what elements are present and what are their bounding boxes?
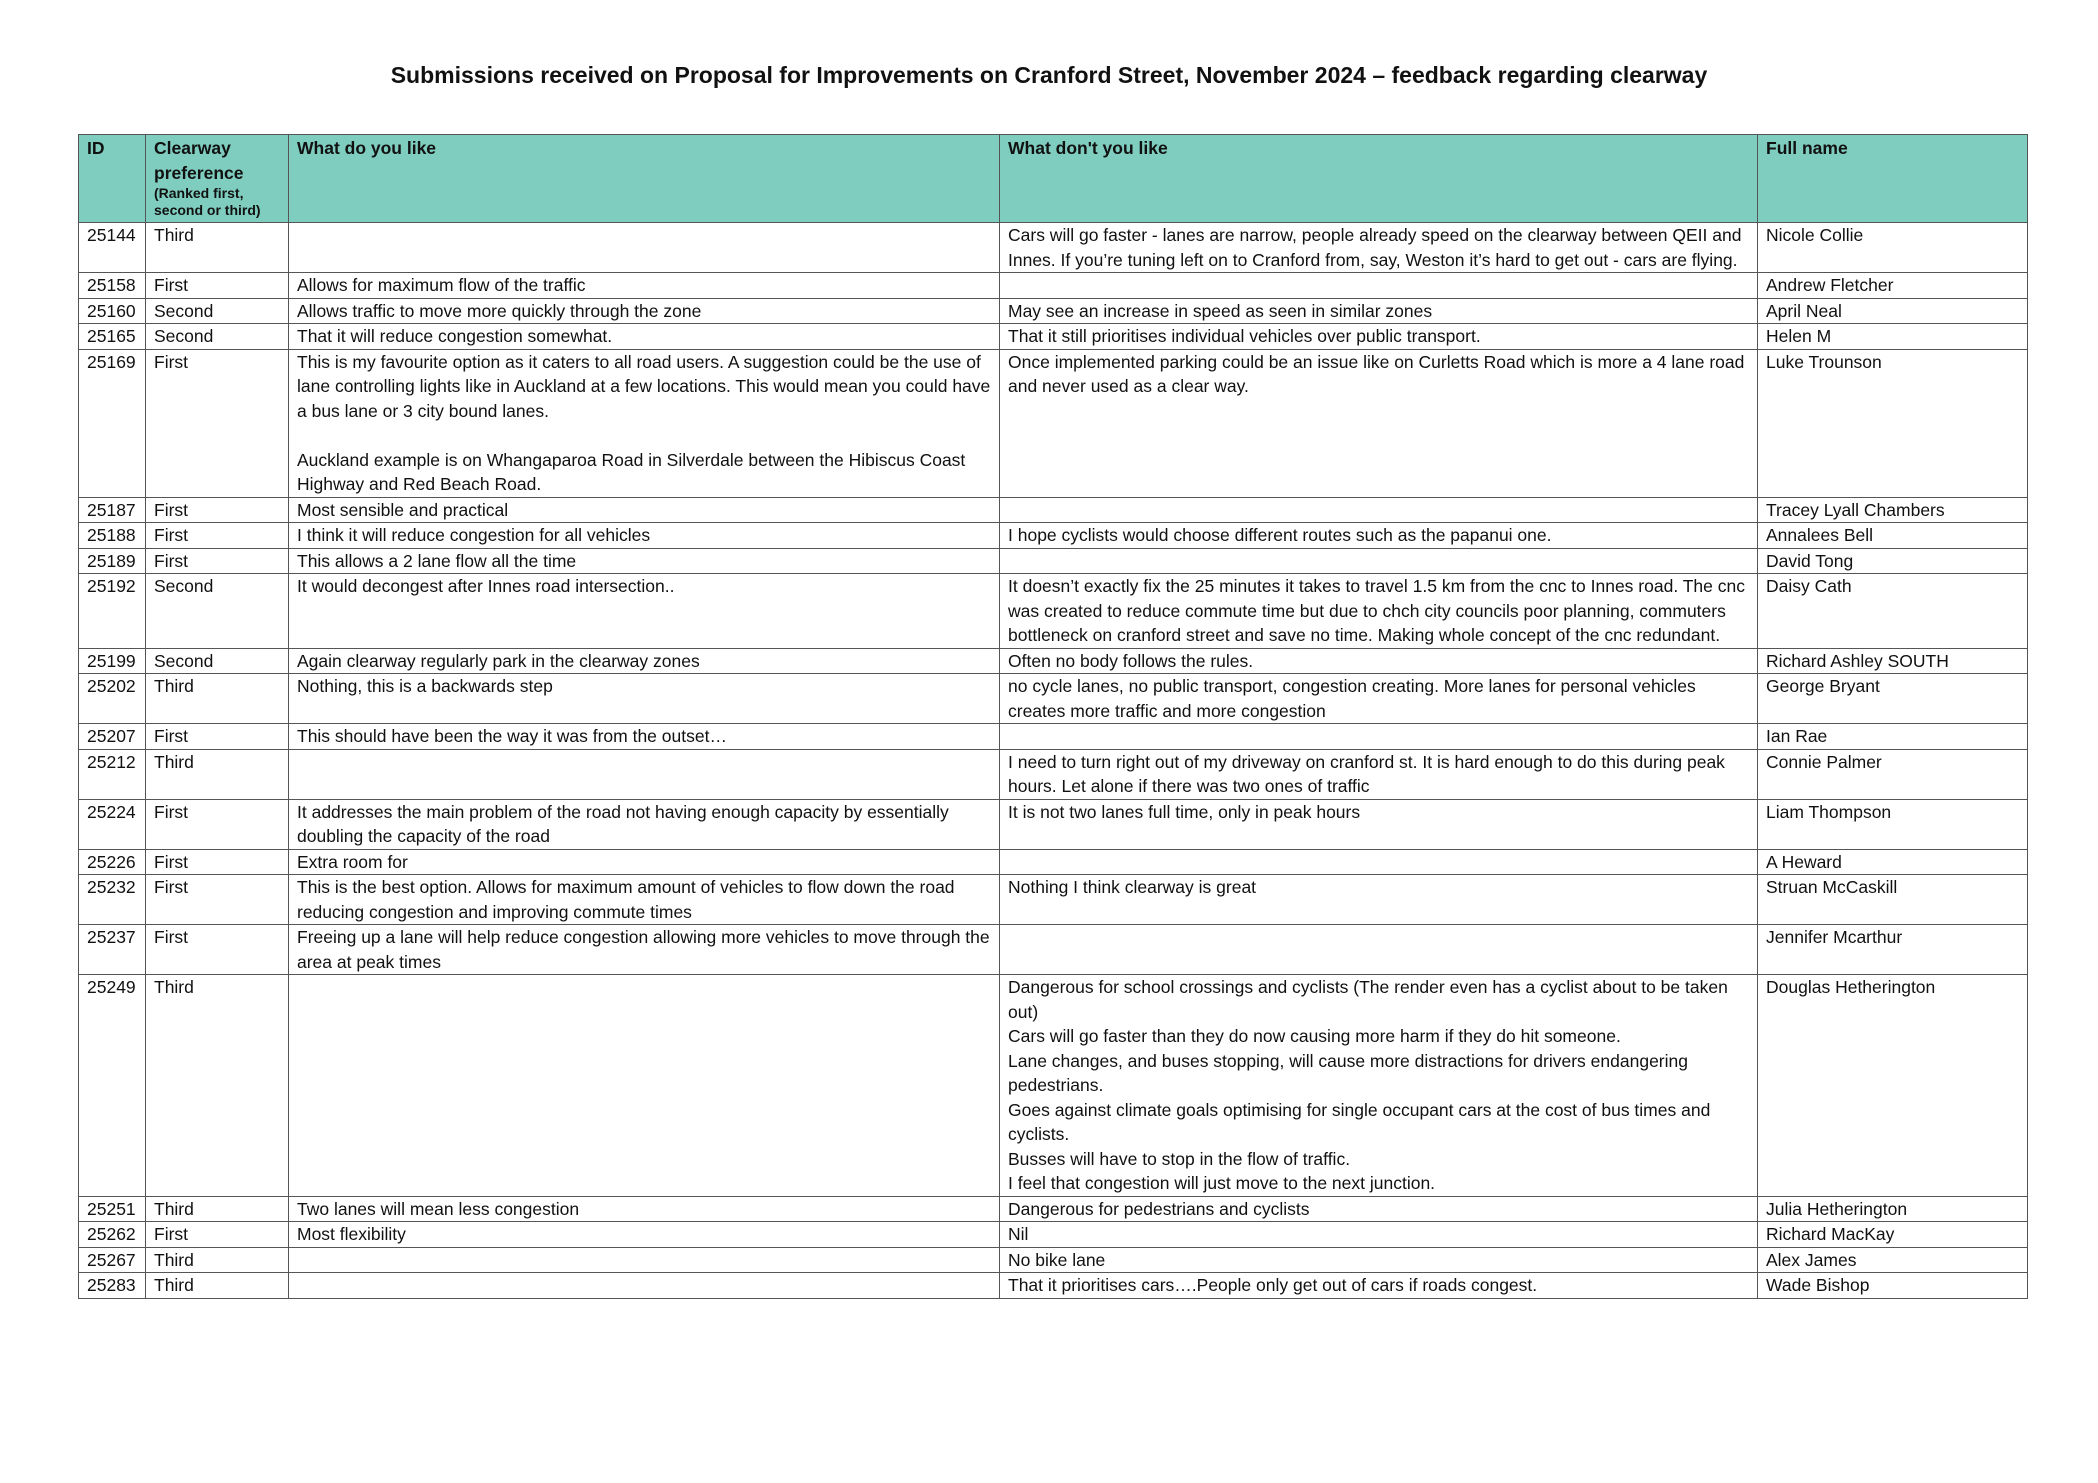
cell-dislike bbox=[1000, 1196, 1758, 1222]
cell-paragraph: Cars will go faster than they do now causing more harm if they do hit someone. bbox=[1008, 1026, 1621, 1046]
table-body bbox=[79, 223, 2028, 1299]
cell-paragraph: Nil bbox=[1008, 1224, 1029, 1244]
cell-preference: Third bbox=[146, 749, 289, 799]
cell-name: Connie Palmer bbox=[1758, 749, 2028, 799]
cell-name: George Bryant bbox=[1758, 674, 2028, 724]
cell-paragraph: It addresses the main problem of the road not having enough capacity by essentially doubling the capacity of the road bbox=[297, 801, 949, 846]
cell-id: 25232 bbox=[79, 875, 146, 925]
cell-id: 25226 bbox=[79, 849, 146, 875]
cell-name: Struan McCaskill bbox=[1758, 875, 2028, 925]
column-header-preference: Clearway preference (Ranked first, second or third) bbox=[146, 135, 289, 223]
column-header-name: Full name bbox=[1758, 135, 2028, 223]
cell-name: Tracey Lyall Chambers bbox=[1758, 497, 2028, 523]
column-header-id: ID bbox=[79, 135, 146, 223]
cell-paragraph: I hope cyclists would choose different routes such as the papanui one. bbox=[1008, 525, 1552, 545]
cell-name: Jennifer Mcarthur bbox=[1758, 925, 2028, 975]
cell-paragraph: Cars will go faster - lanes are narrow, people already speed on the clearway between QEII and Innes. If you’re tuning left on to Cranford from, say, Weston it’s hard to get out - cars are flying. bbox=[1008, 225, 1742, 270]
cell-name: Wade Bishop bbox=[1758, 1273, 2028, 1299]
table-row bbox=[79, 574, 2028, 649]
cell-paragraph: Goes against climate goals optimising for single occupant cars at the cost of bus times and cyclists. bbox=[1008, 1099, 1711, 1144]
cell-dislike bbox=[1000, 574, 1758, 649]
cell-preference: First bbox=[146, 548, 289, 574]
cell-paragraph: Once implemented parking could be an issue like on Curletts Road which is more a 4 lane road and never used as a clear way. bbox=[1008, 351, 1745, 396]
cell-dislike bbox=[1000, 849, 1758, 875]
cell-preference: Second bbox=[146, 298, 289, 324]
cell-dislike bbox=[1000, 497, 1758, 523]
paragraph-gap bbox=[297, 423, 991, 448]
cell-paragraph: Dangerous for school crossings and cyclists (The render even has a cyclist about to be taken out) bbox=[1008, 977, 1728, 1022]
cell-like bbox=[289, 298, 1000, 324]
cell-id: 25207 bbox=[79, 724, 146, 750]
column-header-dislike: What don't you like bbox=[1000, 135, 1758, 223]
cell-like bbox=[289, 497, 1000, 523]
cell-paragraph: Dangerous for pedestrians and cyclists bbox=[1008, 1198, 1310, 1219]
cell-like bbox=[289, 674, 1000, 724]
cell-dislike bbox=[1000, 724, 1758, 750]
cell-dislike bbox=[1000, 925, 1758, 975]
cell-name: Nicole Collie bbox=[1758, 223, 2028, 273]
cell-like bbox=[289, 648, 1000, 674]
table-row bbox=[79, 223, 2028, 273]
cell-id: 25169 bbox=[79, 349, 146, 497]
cell-dislike bbox=[1000, 1222, 1758, 1248]
cell-paragraph: Auckland example is on Whangaparoa Road in Silverdale between the Hibiscus Coast Highway and Red Beach Road. bbox=[297, 449, 966, 494]
table-row bbox=[79, 674, 2028, 724]
cell-preference: First bbox=[146, 1222, 289, 1248]
document-title: Submissions received on Proposal for Improvements on Cranford Street, November 2024 – feedback regarding clearway bbox=[390, 62, 1708, 88]
cell-id: 25187 bbox=[79, 497, 146, 523]
table-row bbox=[79, 648, 2028, 674]
table-row bbox=[79, 1196, 2028, 1222]
cell-dislike bbox=[1000, 1273, 1758, 1299]
cell-dislike bbox=[1000, 548, 1758, 574]
cell-dislike bbox=[1000, 324, 1758, 350]
cell-like bbox=[289, 1222, 1000, 1248]
cell-like bbox=[289, 875, 1000, 925]
cell-id: 25237 bbox=[79, 925, 146, 975]
cell-id: 25192 bbox=[79, 574, 146, 649]
cell-id: 25160 bbox=[79, 298, 146, 324]
cell-preference: Second bbox=[146, 574, 289, 649]
cell-preference: Third bbox=[146, 223, 289, 273]
cell-paragraph: That it will reduce congestion somewhat. bbox=[297, 326, 613, 346]
table-row bbox=[79, 497, 2028, 523]
cell-preference: Second bbox=[146, 648, 289, 674]
cell-preference: First bbox=[146, 925, 289, 975]
cell-dislike bbox=[1000, 349, 1758, 497]
table-row bbox=[79, 548, 2028, 574]
cell-dislike bbox=[1000, 875, 1758, 925]
cell-like bbox=[289, 925, 1000, 975]
cell-paragraph: Nothing I think clearway is great bbox=[1008, 877, 1257, 897]
cell-paragraph: I need to turn right out of my driveway on cranford st. It is hard enough to do this during peak hours. Let alone if there was two ones of traffic bbox=[1008, 751, 1725, 796]
cell-preference: Third bbox=[146, 975, 289, 1197]
cell-name: Annalees Bell bbox=[1758, 523, 2028, 549]
cell-like bbox=[289, 724, 1000, 750]
submissions-table bbox=[78, 134, 2028, 1299]
cell-id: 25212 bbox=[79, 749, 146, 799]
table-row bbox=[79, 799, 2028, 849]
cell-like bbox=[289, 849, 1000, 875]
cell-paragraph: It doesn’t exactly fix the 25 minutes it takes to travel 1.5 km from the cnc to Innes road. The cnc was created to reduce commute time but due to chch city councils poor planning, commuters bottleneck on cranford street and save no time. Making whole concept of the cnc redundant. bbox=[1008, 576, 1745, 645]
cell-preference: Third bbox=[146, 1196, 289, 1222]
cell-id: 25249 bbox=[79, 975, 146, 1197]
cell-name: Julia Hetherington bbox=[1758, 1196, 2028, 1222]
cell-paragraph: Most sensible and practical bbox=[297, 499, 509, 520]
cell-id: 25158 bbox=[79, 273, 146, 299]
cell-id: 25283 bbox=[79, 1273, 146, 1299]
cell-paragraph: Two lanes will mean less congestion bbox=[297, 1198, 580, 1219]
cell-paragraph: Nothing, this is a backwards step bbox=[297, 676, 553, 696]
table-row bbox=[79, 523, 2028, 549]
cell-preference: First bbox=[146, 523, 289, 549]
cell-name: Liam Thompson bbox=[1758, 799, 2028, 849]
cell-paragraph: May see an increase in speed as seen in similar zones bbox=[1008, 300, 1433, 321]
cell-name: Richard MacKay bbox=[1758, 1222, 2028, 1248]
cell-id: 25144 bbox=[79, 223, 146, 273]
column-header-like: What do you like bbox=[289, 135, 1000, 223]
cell-paragraph: Allows traffic to move more quickly through the zone bbox=[297, 300, 702, 321]
cell-paragraph: Freeing up a lane will help reduce congestion allowing more vehicles to move through the area at peak times bbox=[297, 927, 990, 972]
cell-id: 25188 bbox=[79, 523, 146, 549]
cell-preference: Third bbox=[146, 1273, 289, 1299]
cell-dislike bbox=[1000, 298, 1758, 324]
cell-name: A Heward bbox=[1758, 849, 2028, 875]
cell-name: Douglas Hetherington bbox=[1758, 975, 2028, 1197]
cell-dislike bbox=[1000, 223, 1758, 273]
cell-dislike bbox=[1000, 273, 1758, 299]
cell-paragraph: It is not two lanes full time, only in peak hours bbox=[1008, 801, 1361, 822]
cell-paragraph: Again clearway regularly park in the clearway zones bbox=[297, 650, 700, 671]
table-row bbox=[79, 1247, 2028, 1273]
cell-preference: First bbox=[146, 349, 289, 497]
table-row bbox=[79, 925, 2028, 975]
cell-name: Daisy Cath bbox=[1758, 574, 2028, 649]
cell-like bbox=[289, 1273, 1000, 1299]
cell-dislike bbox=[1000, 1247, 1758, 1273]
cell-name: Richard Ashley SOUTH bbox=[1758, 648, 2028, 674]
cell-like bbox=[289, 799, 1000, 849]
cell-paragraph: Allows for maximum flow of the traffic bbox=[297, 275, 586, 295]
cell-paragraph: This is the best option. Allows for maximum amount of vehicles to flow down the road reducing congestion and improving commute times bbox=[297, 877, 955, 922]
cell-id: 25224 bbox=[79, 799, 146, 849]
cell-preference: First bbox=[146, 799, 289, 849]
cell-id: 25251 bbox=[79, 1196, 146, 1222]
cell-paragraph: This is my favourite option as it caters to all road users. A suggestion could be the use of lane controlling lights like in Auckland at a few locations. This would mean you could have a bus lane or 3 city bound lanes. bbox=[297, 351, 991, 421]
cell-like bbox=[289, 223, 1000, 273]
table-row bbox=[79, 324, 2028, 350]
cell-paragraph: This allows a 2 lane flow all the time bbox=[297, 550, 577, 571]
cell-name: Andrew Fletcher bbox=[1758, 273, 2028, 299]
cell-like bbox=[289, 975, 1000, 1197]
cell-name: April Neal bbox=[1758, 298, 2028, 324]
cell-preference: First bbox=[146, 849, 289, 875]
cell-preference: Third bbox=[146, 1247, 289, 1273]
cell-name: Alex James bbox=[1758, 1247, 2028, 1273]
table-row bbox=[79, 975, 2028, 1197]
cell-like bbox=[289, 1247, 1000, 1273]
cell-id: 25262 bbox=[79, 1222, 146, 1248]
cell-paragraph: It would decongest after Innes road intersection.. bbox=[297, 576, 675, 596]
cell-preference: First bbox=[146, 497, 289, 523]
cell-id: 25199 bbox=[79, 648, 146, 674]
cell-id: 25165 bbox=[79, 324, 146, 350]
table-header-row bbox=[79, 135, 2028, 223]
cell-like bbox=[289, 1196, 1000, 1222]
cell-id: 25202 bbox=[79, 674, 146, 724]
table-row bbox=[79, 298, 2028, 324]
cell-paragraph: Often no body follows the rules. bbox=[1008, 650, 1254, 671]
cell-preference: Third bbox=[146, 674, 289, 724]
cell-like bbox=[289, 574, 1000, 649]
cell-preference: Second bbox=[146, 324, 289, 350]
cell-dislike bbox=[1000, 648, 1758, 674]
cell-like bbox=[289, 349, 1000, 497]
cell-preference: First bbox=[146, 724, 289, 750]
cell-paragraph: No bike lane bbox=[1008, 1249, 1106, 1270]
cell-dislike bbox=[1000, 523, 1758, 549]
cell-paragraph: no cycle lanes, no public transport, congestion creating. More lanes for personal vehicles creates more traffic and more congestion bbox=[1008, 676, 1696, 721]
cell-dislike bbox=[1000, 674, 1758, 724]
table-row bbox=[79, 724, 2028, 750]
cell-paragraph: I think it will reduce congestion for all vehicles bbox=[297, 525, 651, 545]
table-row bbox=[79, 1273, 2028, 1299]
cell-id: 25267 bbox=[79, 1247, 146, 1273]
table-row bbox=[79, 349, 2028, 497]
cell-name: Ian Rae bbox=[1758, 724, 2028, 750]
cell-preference: First bbox=[146, 273, 289, 299]
cell-name: Helen M bbox=[1758, 324, 2028, 350]
cell-like bbox=[289, 548, 1000, 574]
cell-paragraph: Extra room for bbox=[297, 851, 408, 872]
cell-paragraph: I feel that congestion will just move to the next junction. bbox=[1008, 1173, 1436, 1193]
cell-id: 25189 bbox=[79, 548, 146, 574]
table-row bbox=[79, 849, 2028, 875]
cell-paragraph: Lane changes, and buses stopping, will cause more distractions for drivers endangering pedestrians. bbox=[1008, 1050, 1688, 1095]
cell-name: Luke Trounson bbox=[1758, 349, 2028, 497]
cell-preference: First bbox=[146, 875, 289, 925]
cell-dislike bbox=[1000, 975, 1758, 1197]
table-row bbox=[79, 875, 2028, 925]
cell-paragraph: Most flexibility bbox=[297, 1224, 406, 1244]
cell-like bbox=[289, 523, 1000, 549]
table-row bbox=[79, 1222, 2028, 1248]
cell-paragraph: That it still prioritises individual vehicles over public transport. bbox=[1008, 326, 1481, 346]
cell-like bbox=[289, 324, 1000, 350]
cell-paragraph: This should have been the way it was from the outset… bbox=[297, 726, 727, 746]
table-row bbox=[79, 749, 2028, 799]
preference-note: (Ranked first, second or third) bbox=[154, 185, 261, 218]
cell-name: David Tong bbox=[1758, 548, 2028, 574]
cell-like bbox=[289, 749, 1000, 799]
cell-paragraph: That it prioritises cars….People only get out of cars if roads congest. bbox=[1008, 1275, 1538, 1295]
cell-dislike bbox=[1000, 799, 1758, 849]
cell-paragraph: Busses will have to stop in the flow of traffic. bbox=[1008, 1148, 1351, 1169]
cell-dislike bbox=[1000, 749, 1758, 799]
table-row bbox=[79, 273, 2028, 299]
cell-like bbox=[289, 273, 1000, 299]
